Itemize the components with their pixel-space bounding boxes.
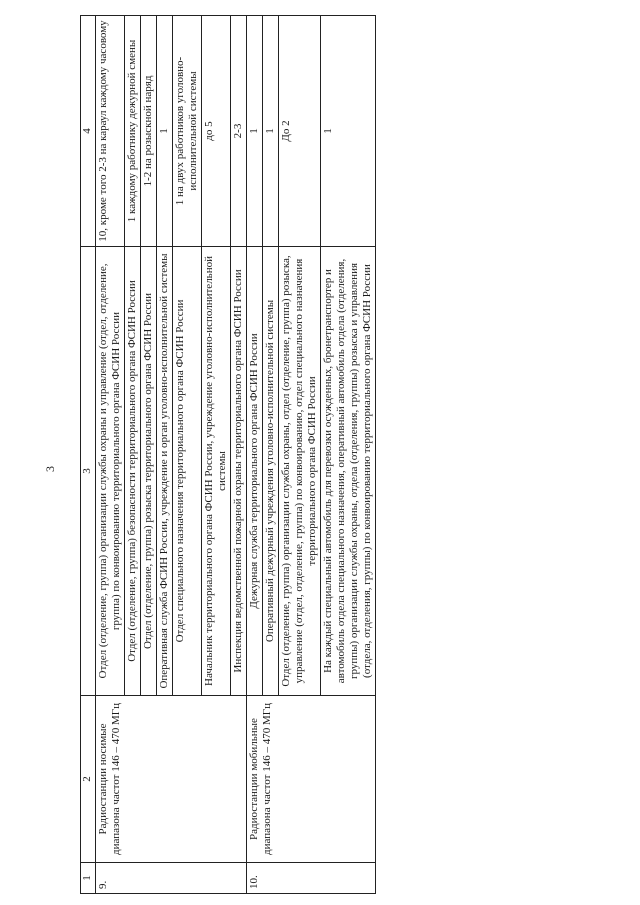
row-number: 10. bbox=[247, 863, 376, 894]
column-header-2: 2 bbox=[81, 696, 96, 863]
table-row bbox=[96, 16, 125, 894]
norm-cell: 1 bbox=[247, 16, 263, 247]
equipment-norms-table bbox=[80, 15, 376, 894]
unit-cell: Начальник территориального органа ФСИН России, учреждение уголовно-исполнительной системы bbox=[202, 247, 231, 696]
column-header-4: 4 bbox=[81, 16, 96, 247]
unit-cell: На каждый специальный автомобиль для перевозки осужденных, бронетранспортер и автомобиль отдела специального назначения, оперативный автомобиль отдела (отделения, группы) организации службы охраны, отдела (отделения, группы) розыска и управления (отдела, отделения, группы) по конвоированию территориального органа ФСИН России bbox=[321, 247, 376, 696]
norm-cell: 1 bbox=[157, 16, 173, 247]
unit-cell: Отдел (отделение, группа) организации службы охраны и управление (отдел, отделение, группа) по конвоированию территориального органа ФСИН России bbox=[96, 247, 125, 696]
column-header-1: 1 bbox=[81, 863, 96, 894]
norm-cell: до 5 bbox=[202, 16, 231, 247]
norm-cell: 1-2 на розыскной наряд bbox=[141, 16, 157, 247]
unit-cell: Оперативный дежурный учреждения уголовно-исполнительной системы bbox=[263, 247, 279, 696]
column-header-3: 3 bbox=[81, 247, 96, 696]
rotated-table-wrapper bbox=[80, 20, 580, 894]
unit-cell: Отдел (отделение, группа) розыска территориального органа ФСИН России bbox=[141, 247, 157, 696]
norm-cell: До 2 bbox=[279, 16, 321, 247]
unit-cell: Оперативная служба ФСИН России, учреждение и орган уголовно-исполнительной системы bbox=[157, 247, 173, 696]
equipment-name: Радиостанции мобильные диапазона частот 146 – 470 МГц bbox=[247, 696, 376, 863]
row-number: 9. bbox=[96, 863, 247, 894]
table-header-row bbox=[81, 16, 96, 894]
rotated-table bbox=[80, 20, 580, 894]
norm-cell: 1 каждому работнику дежурной смены bbox=[125, 16, 141, 247]
equipment-name: Радиостанции носимые диапазона частот 146 – 470 МГц bbox=[96, 696, 247, 863]
unit-cell: Дежурная служба территориального органа ФСИН России bbox=[247, 247, 263, 696]
page-number: 3 bbox=[43, 466, 57, 472]
norm-cell: 1 на двух работников уголовно-исполнительной системы bbox=[173, 16, 202, 247]
norm-cell: 1 bbox=[321, 16, 376, 247]
table-row bbox=[247, 16, 263, 894]
unit-cell: Отдел специального назначения территориального органа ФСИН России bbox=[173, 247, 202, 696]
norm-cell: 2-3 bbox=[231, 16, 247, 247]
unit-cell: Отдел (отделение, группа) организации службы охраны, отдел (отделение, группа) розыска, управление (отдел, отделение, группа) по конвоированию, отдел специального назначения территориального органа ФСИН России bbox=[279, 247, 321, 696]
norm-cell: 10, кроме того 2-3 на караул каждому часовому bbox=[96, 16, 125, 247]
unit-cell: Отдел (отделение, группа) безопасности территориального органа ФСИН России bbox=[125, 247, 141, 696]
unit-cell: Инспекция ведомственной пожарной охраны территориального органа ФСИН России bbox=[231, 247, 247, 696]
norm-cell: 1 bbox=[263, 16, 279, 247]
